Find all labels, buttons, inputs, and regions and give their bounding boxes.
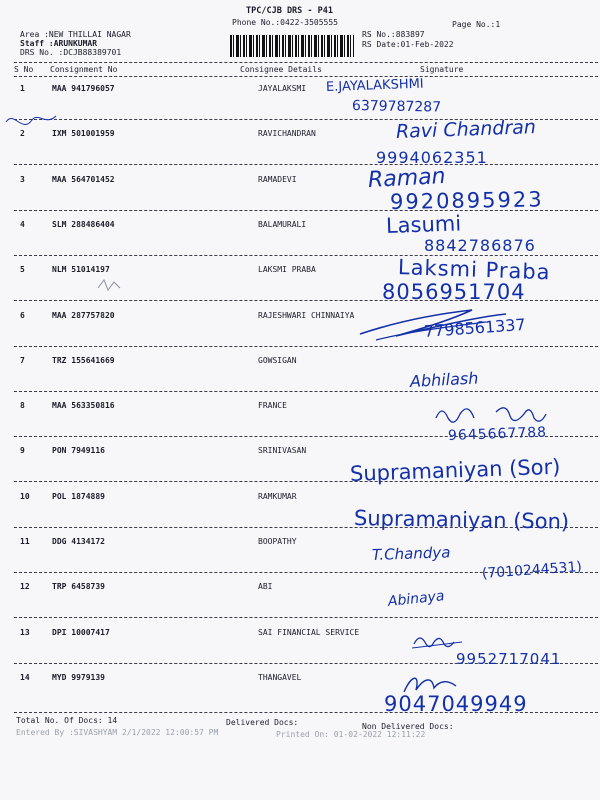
row-serial-number: 8 bbox=[20, 401, 25, 410]
consignee-name: LAKSMI PRABA bbox=[258, 265, 316, 274]
column-header-signature: Signature bbox=[420, 65, 464, 74]
handwritten-signature: Lasumi bbox=[385, 211, 462, 238]
consignee-name: ABI bbox=[258, 582, 273, 591]
handwritten-phone: 8842786876 bbox=[424, 236, 536, 255]
row-serial-number: 13 bbox=[20, 628, 30, 637]
handwritten-signature: Raman bbox=[367, 163, 447, 193]
row-serial-number: 11 bbox=[20, 537, 30, 546]
consignee-name: THANGAVEL bbox=[258, 673, 302, 682]
consignment-number: TRZ 155641669 bbox=[52, 356, 115, 365]
consignee-name: GOWSIGAN bbox=[258, 356, 297, 365]
document-title: TPC/CJB DRS - P41 bbox=[246, 6, 333, 16]
page-number: Page No.:1 bbox=[452, 20, 501, 29]
consignment-number: TRP 6458739 bbox=[52, 582, 105, 591]
barcode bbox=[230, 35, 354, 57]
consignee-name: BOOPATHY bbox=[258, 537, 297, 546]
row-divider bbox=[14, 391, 598, 392]
non-delivered-docs: Non Delivered Docs: bbox=[362, 722, 454, 731]
staff-field: Staff :ARUNKUMAR bbox=[20, 39, 98, 48]
handwritten-phone: 9994062351 bbox=[376, 148, 488, 167]
consignee-name: RAVICHANDRAN bbox=[258, 129, 316, 138]
consignee-name: SAI FINANCIAL SERVICE bbox=[258, 628, 360, 637]
area-field: Area :NEW THILLAI NAGAR bbox=[20, 30, 131, 39]
row-serial-number: 2 bbox=[20, 129, 25, 138]
consignment-number: PON 7949116 bbox=[52, 446, 105, 455]
consignment-number: MAA 563350816 bbox=[52, 401, 115, 410]
row-divider bbox=[14, 164, 598, 165]
handwritten-signature: Abinaya bbox=[387, 588, 446, 610]
handwritten-signature: Abhilash bbox=[409, 368, 479, 391]
row-serial-number: 14 bbox=[20, 673, 30, 682]
column-header-consignment: Consignment No bbox=[50, 65, 118, 74]
handwritten-phone: 9952717041 bbox=[456, 650, 562, 668]
divider bbox=[14, 76, 598, 77]
row-serial-number: 10 bbox=[20, 492, 30, 501]
drs-number: DRS No. :DCJB88389701 bbox=[20, 48, 122, 57]
pen-mark bbox=[2, 106, 62, 136]
row-serial-number: 12 bbox=[20, 582, 30, 591]
column-header-consignee: Consignee Details bbox=[240, 65, 322, 74]
signature-scribble bbox=[410, 630, 470, 652]
consignment-number: MAA 941796057 bbox=[52, 84, 115, 93]
divider bbox=[14, 712, 598, 713]
total-docs: Total No. Of Docs: 14 bbox=[16, 716, 118, 725]
consignment-number: NLM 51014197 bbox=[52, 265, 110, 274]
delivered-docs: Delivered Docs: bbox=[226, 718, 299, 727]
row-serial-number: 5 bbox=[20, 265, 25, 274]
handwritten-phone: 8056951704 bbox=[382, 280, 526, 304]
rs-number: RS No.:883897 bbox=[362, 30, 425, 39]
rs-date: RS Date:01-Feb-2022 bbox=[362, 40, 454, 49]
row-divider bbox=[14, 617, 598, 618]
handwritten-phone: (7010244531) bbox=[481, 559, 583, 582]
handwritten-signature: Ravi Chandran bbox=[395, 116, 537, 143]
consignment-number: POL 1874889 bbox=[52, 492, 105, 501]
consignment-number: MYD 9979139 bbox=[52, 673, 105, 682]
consignee-name: RAMADEVI bbox=[258, 175, 297, 184]
handwritten-signature: Supramaniyan (Sor) bbox=[349, 454, 561, 486]
pen-mark bbox=[94, 276, 124, 296]
handwritten-signature: E.JAYALAKSHMI bbox=[325, 76, 424, 95]
consignment-number: DDG 4134172 bbox=[52, 537, 105, 546]
handwritten-phone: 6379787287 bbox=[351, 98, 442, 116]
consignment-number: MAA 287757820 bbox=[52, 311, 115, 320]
consignment-number: IXM 501001959 bbox=[52, 129, 115, 138]
consignment-number: SLM 288486404 bbox=[52, 220, 115, 229]
phone-number: Phone No.:0422-3505555 bbox=[232, 18, 338, 27]
handwritten-phone: 9047049949 bbox=[384, 692, 528, 716]
handwritten-signature: Supramaniyan (Son) bbox=[353, 506, 570, 534]
consignment-number: MAA 564701452 bbox=[52, 175, 115, 184]
row-divider bbox=[14, 481, 598, 482]
row-serial-number: 4 bbox=[20, 220, 25, 229]
handwritten-phone: 9645667788 bbox=[447, 424, 548, 444]
row-serial-number: 7 bbox=[20, 356, 25, 365]
row-serial-number: 9 bbox=[20, 446, 25, 455]
handwritten-phone: 9920895923 bbox=[389, 187, 544, 214]
row-divider bbox=[14, 255, 598, 256]
consignee-name: RAMKUMAR bbox=[258, 492, 297, 501]
row-serial-number: 3 bbox=[20, 175, 25, 184]
consignee-name: FRANCE bbox=[258, 401, 287, 410]
handwritten-signature: Laksmi Praba bbox=[397, 255, 551, 285]
row-serial-number: 6 bbox=[20, 311, 25, 320]
consignment-number: DPI 10007417 bbox=[52, 628, 110, 637]
consignee-name: JAYALAKSMI bbox=[258, 84, 307, 93]
entered-by: Entered By :SIVASHYAM 2/1/2022 12:00:57 PM bbox=[16, 728, 219, 737]
printed-on: Printed On: 01-02-2022 12:11:22 bbox=[276, 730, 426, 739]
divider bbox=[14, 62, 598, 63]
handwritten-phone: 7798561337 bbox=[423, 314, 527, 341]
handwritten-signature: T.Chandya bbox=[371, 543, 451, 564]
consignee-name: RAJESHWARI CHINNAIYA bbox=[258, 311, 355, 320]
consignee-name: BALAMURALI bbox=[258, 220, 307, 229]
column-header-sno: S No bbox=[14, 65, 34, 74]
consignee-name: SRINIVASAN bbox=[258, 446, 307, 455]
row-serial-number: 1 bbox=[20, 84, 25, 93]
